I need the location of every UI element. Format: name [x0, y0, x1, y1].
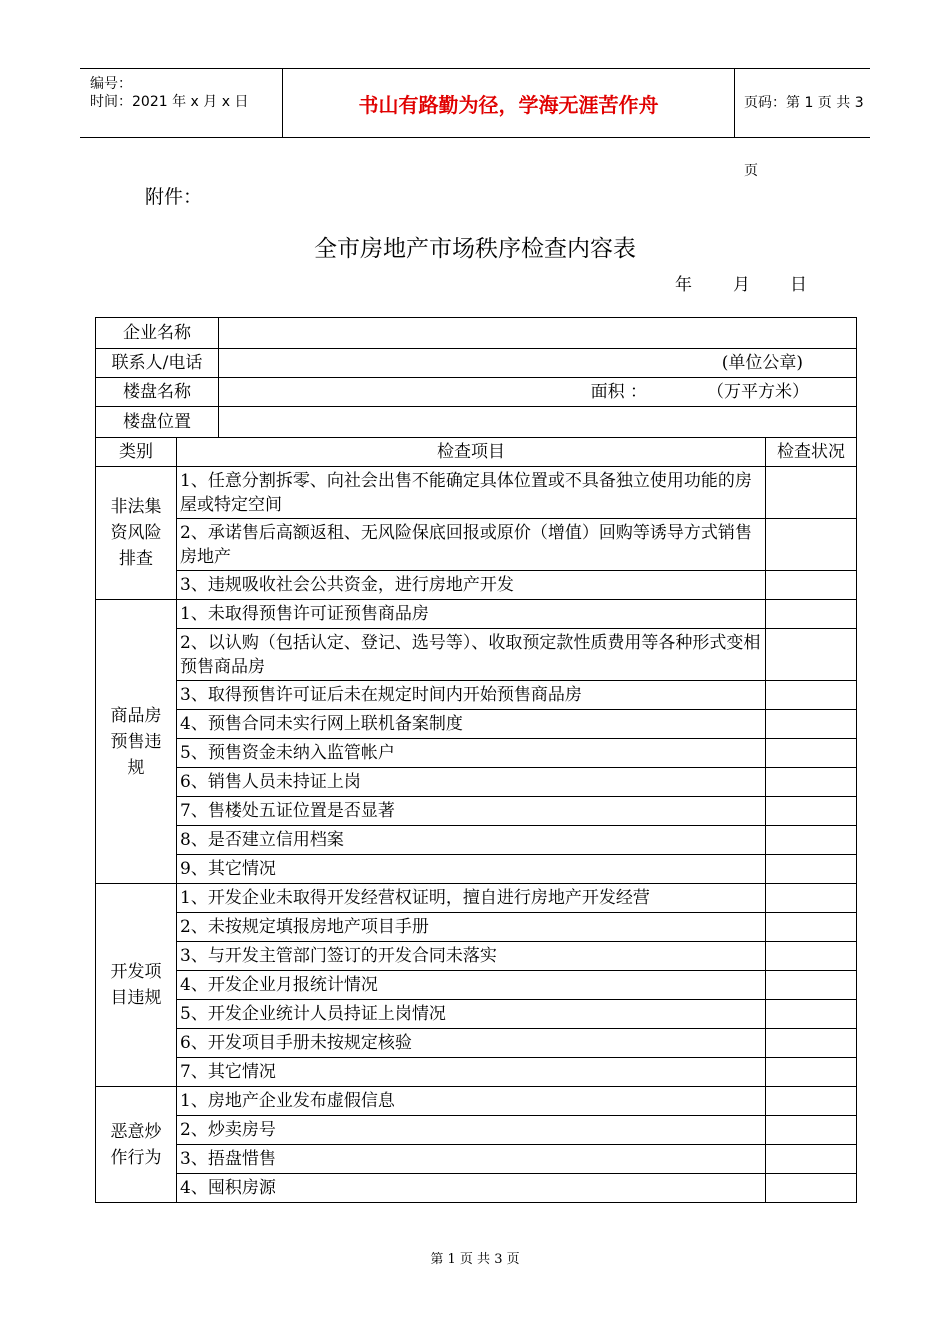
check-item: 1、房地产企业发布虚假信息 [177, 1087, 766, 1116]
table-row [96, 855, 857, 884]
page-footer: 第 1 页 共 3 页 [430, 1252, 520, 1267]
building-row [96, 378, 857, 407]
check-item: 1、未取得预售许可证预售商品房 [177, 600, 766, 629]
table-row [96, 1116, 857, 1145]
status-cell[interactable] [766, 1000, 857, 1029]
check-item: 6、开发项目手册未按规定核验 [177, 1029, 766, 1058]
area-unit: （万平方米） [707, 382, 809, 402]
check-item: 8、是否建立信用档案 [177, 826, 766, 855]
column-header-row [96, 438, 857, 467]
table-row [96, 942, 857, 971]
building-field[interactable] [219, 378, 857, 407]
contact-field[interactable] [219, 349, 857, 378]
header-meta [80, 69, 282, 137]
status-cell[interactable] [766, 913, 857, 942]
company-label: 企业名称 [96, 318, 219, 349]
code-label: 编号： [90, 76, 132, 92]
table-row [96, 1145, 857, 1174]
table-row [96, 739, 857, 768]
check-item: 7、售楼处五证位置是否显著 [177, 797, 766, 826]
status-cell[interactable] [766, 1058, 857, 1087]
location-field[interactable] [219, 407, 857, 438]
contact-row [96, 349, 857, 378]
table-row [96, 571, 857, 600]
check-item: 2、承诺售后高额返租、无风险保底回报或原价（增值）回购等诱导方式销售房地产 [177, 519, 766, 571]
status-cell[interactable] [766, 942, 857, 971]
inspection-table [95, 317, 857, 1203]
table-row [96, 600, 857, 629]
check-item: 9、其它情况 [177, 855, 766, 884]
category-cell: 开发项 目违规 [96, 884, 177, 1087]
building-label: 楼盘名称 [96, 378, 219, 407]
status-cell[interactable] [766, 710, 857, 739]
check-item: 3、与开发主管部门签订的开发合同未落实 [177, 942, 766, 971]
table-row [96, 1174, 857, 1203]
status-cell[interactable] [766, 855, 857, 884]
company-field[interactable] [219, 318, 857, 349]
check-item: 1、任意分割拆零、向社会出售不能确定具体位置或不具备独立使用功能的房屋或特定空间 [177, 467, 766, 519]
category-cell: 恶意炒 作行为 [96, 1087, 177, 1203]
date-year-label: 年 [675, 275, 692, 295]
table-row [96, 681, 857, 710]
category-cell: 非法集 资风险 排查 [96, 467, 177, 600]
check-item: 2、以认购（包括认定、登记、选号等）、收取预定款性质费用等各种形式变相预售商品房 [177, 629, 766, 681]
table-row [96, 1087, 857, 1116]
status-cell[interactable] [766, 519, 857, 571]
status-cell[interactable] [766, 884, 857, 913]
page-header [80, 68, 870, 179]
status-cell[interactable] [766, 826, 857, 855]
check-item: 5、预售资金未纳入监管帐户 [177, 739, 766, 768]
check-item: 4、囤积房源 [177, 1174, 766, 1203]
check-item: 4、预售合同未实行网上联机备案制度 [177, 710, 766, 739]
contact-label: 联系人/电话 [96, 349, 219, 378]
status-cell[interactable] [766, 1029, 857, 1058]
status-cell[interactable] [766, 467, 857, 519]
table-row [96, 797, 857, 826]
attachment-label: 附件： [145, 186, 203, 208]
category-cell: 商品房 预售违 规 [96, 600, 177, 884]
table-row [96, 826, 857, 855]
check-item: 4、开发企业月报统计情况 [177, 971, 766, 1000]
status-cell[interactable] [766, 629, 857, 681]
table-row [96, 1000, 857, 1029]
check-item: 3、违规吸收社会公共资金，进行房地产开发 [177, 571, 766, 600]
status-cell[interactable] [766, 739, 857, 768]
table-row [96, 971, 857, 1000]
status-header: 检查状况 [766, 438, 857, 467]
check-item: 5、开发企业统计人员持证上岗情况 [177, 1000, 766, 1029]
item-header: 检查项目 [177, 438, 766, 467]
time-label: 时间：2021 年 x 月 x 日 [90, 94, 249, 110]
category-header: 类别 [96, 438, 177, 467]
status-cell[interactable] [766, 1174, 857, 1203]
status-cell[interactable] [766, 571, 857, 600]
company-row [96, 318, 857, 349]
check-item: 6、销售人员未持证上岗 [177, 768, 766, 797]
check-item: 2、炒卖房号 [177, 1116, 766, 1145]
status-cell[interactable] [766, 971, 857, 1000]
header-motto: 书山有路勤为径，学海无涯苦作舟 [282, 69, 735, 137]
table-row [96, 1058, 857, 1087]
table-row [96, 913, 857, 942]
area-label: 面积 ： [590, 382, 647, 402]
table-row [96, 629, 857, 681]
check-item: 7、其它情况 [177, 1058, 766, 1087]
check-item: 1、开发企业未取得开发经营权证明，擅自进行房地产开发经营 [177, 884, 766, 913]
status-cell[interactable] [766, 768, 857, 797]
status-cell[interactable] [766, 1116, 857, 1145]
location-row [96, 407, 857, 438]
table-row [96, 467, 857, 519]
check-item: 3、取得预售许可证后未在规定时间内开始预售商品房 [177, 681, 766, 710]
header-page-info: 页码：第 1 页 共 3 页 [744, 95, 864, 179]
status-cell[interactable] [766, 600, 857, 629]
table-row [96, 1029, 857, 1058]
table-row [96, 884, 857, 913]
status-cell[interactable] [766, 1145, 857, 1174]
date-month-label: 月 [733, 275, 750, 295]
date-day-label: 日 [790, 275, 807, 295]
status-cell[interactable] [766, 1087, 857, 1116]
check-item: 2、未按规定填报房地产项目手册 [177, 913, 766, 942]
check-item: 3、捂盘惜售 [177, 1145, 766, 1174]
status-cell[interactable] [766, 797, 857, 826]
page-title: 全市房地产市场秩序检查内容表 [314, 236, 636, 262]
seal-note: (单位公章) [721, 353, 803, 373]
table-row [96, 519, 857, 571]
location-label: 楼盘位置 [96, 407, 219, 438]
table-row [96, 768, 857, 797]
status-cell[interactable] [766, 681, 857, 710]
table-row [96, 710, 857, 739]
